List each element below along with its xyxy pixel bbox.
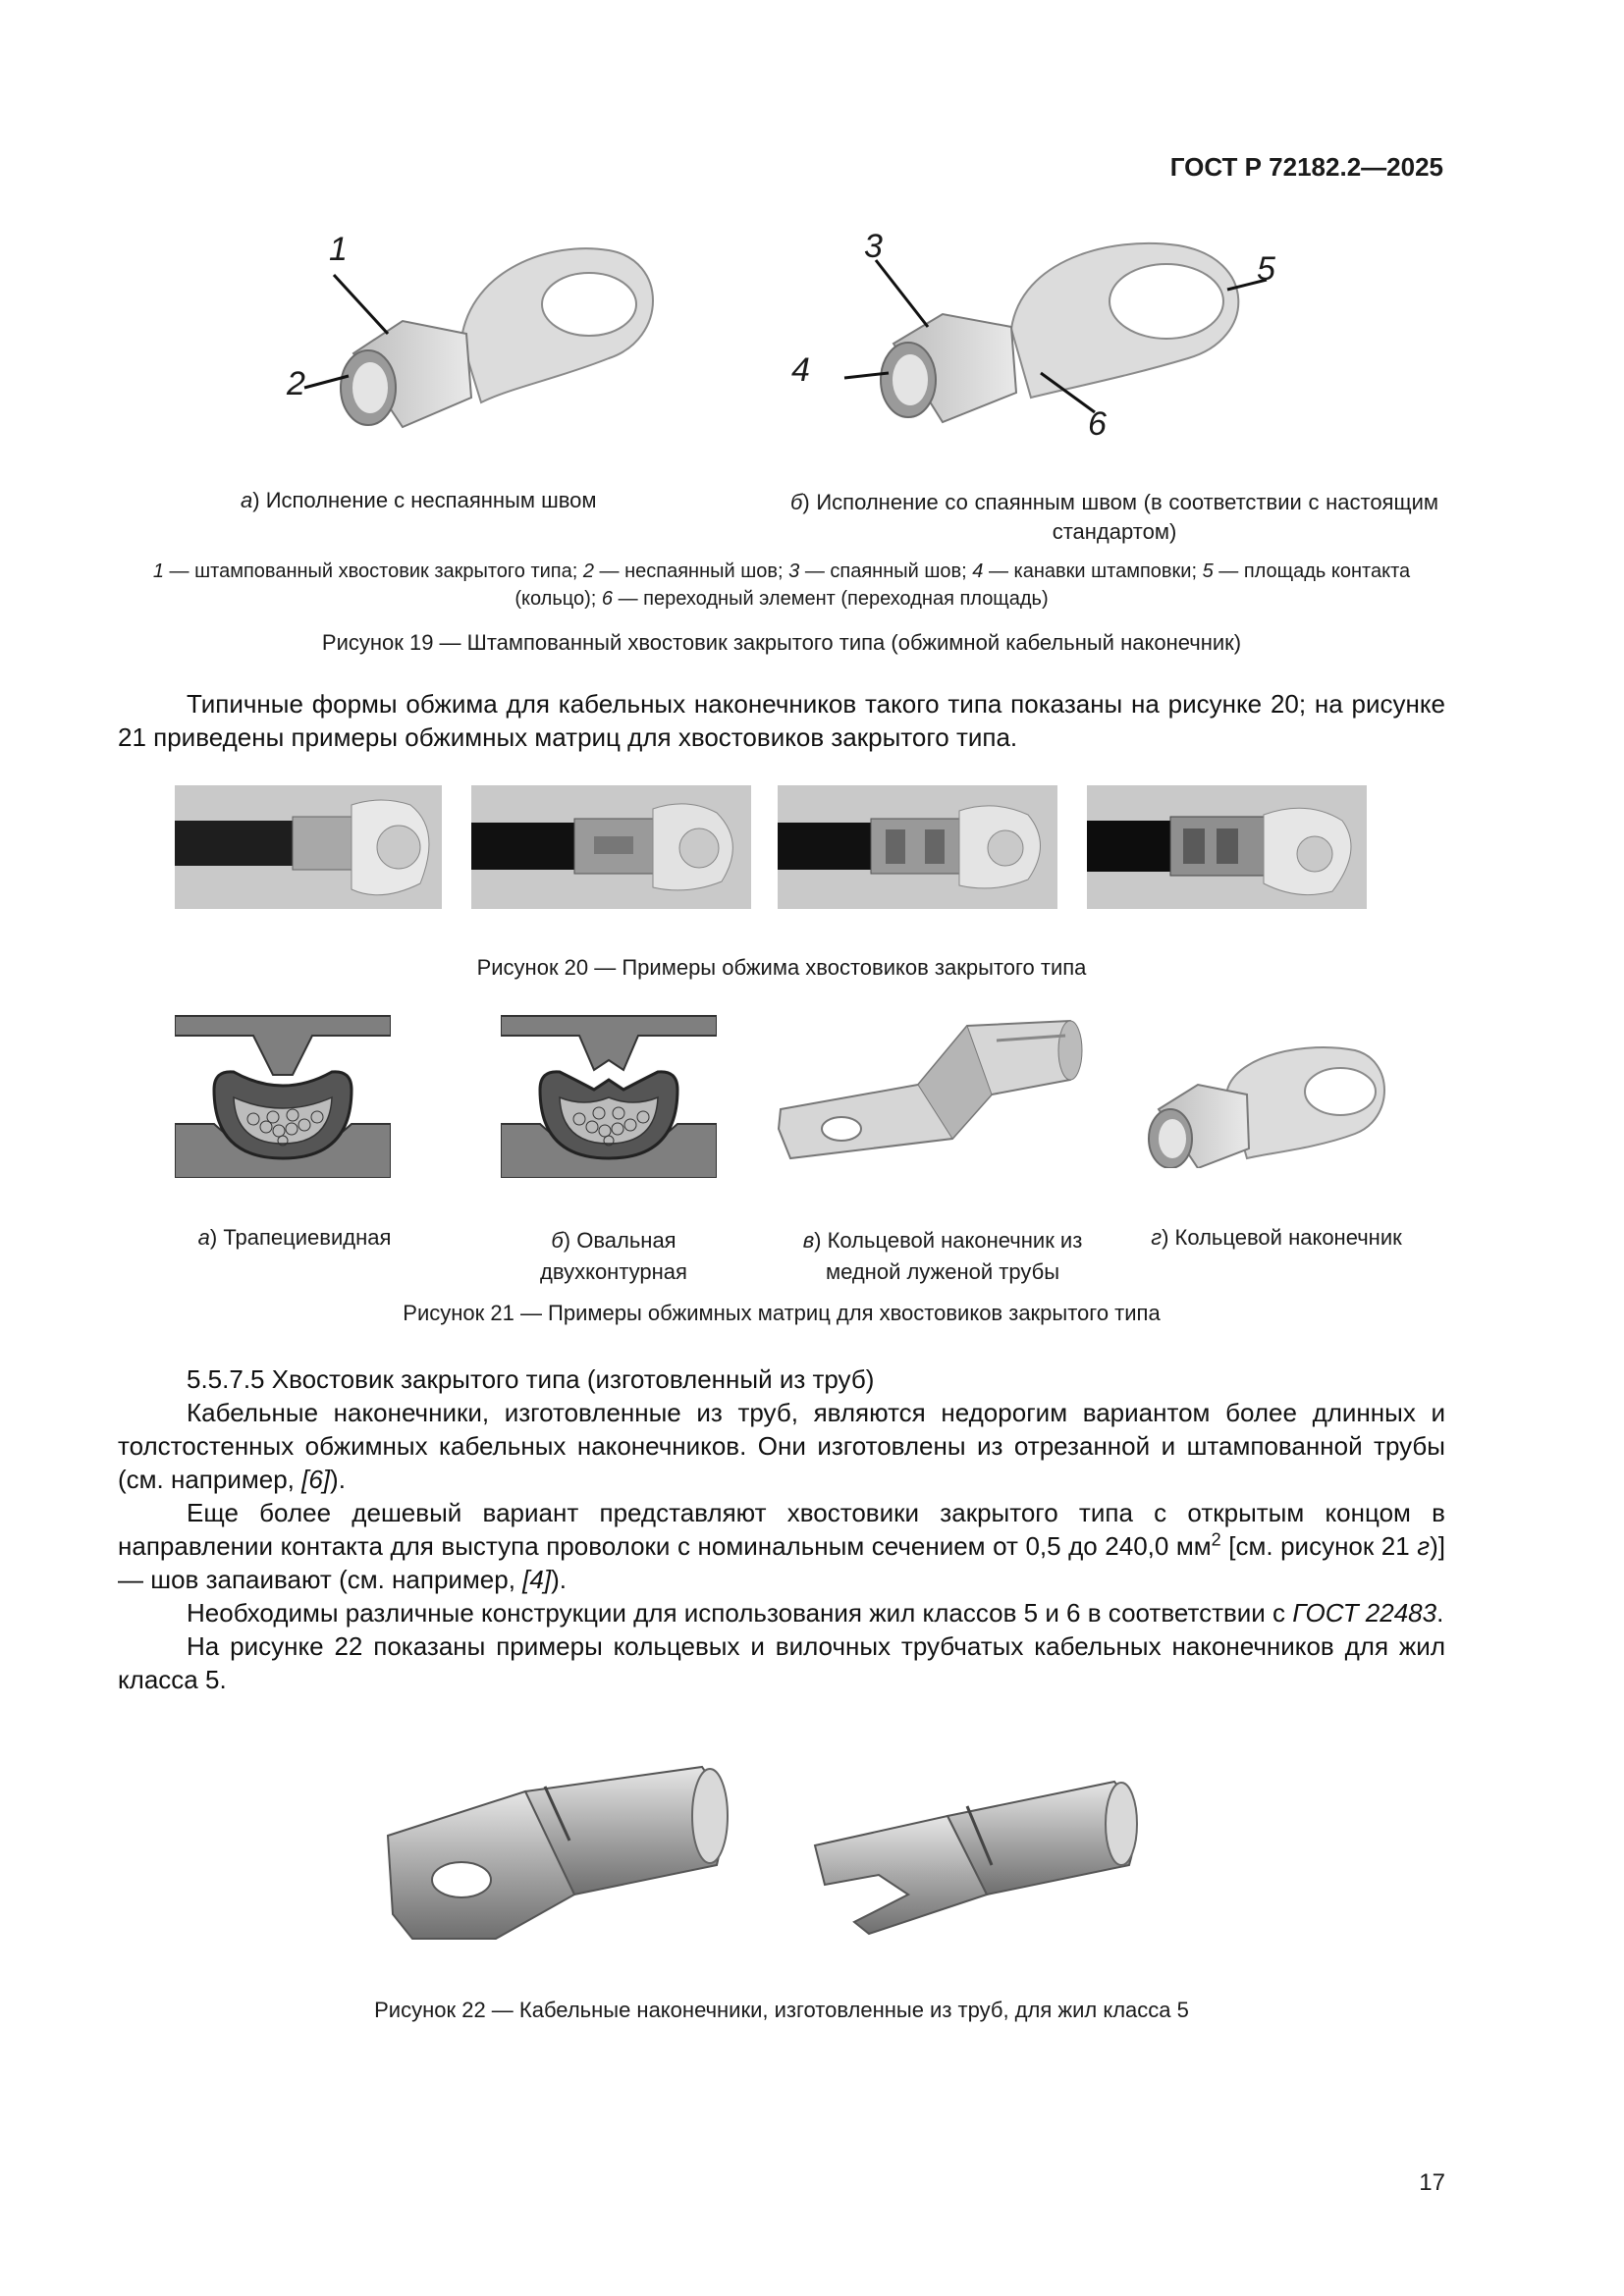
- figure21c-caption: в) Кольцевой наконечник из медной луженой трубы: [802, 1228, 1083, 1284]
- crimp-photo-1: [175, 785, 442, 909]
- figure19-legend: 1 — штампованный хвостовик закрытого типа; 2 — неспаянный шов; 3 — спаянный шов; 4 — канавки штамповки; 5 — площадь контакта (кольцо); 6 — переходный элемент (переходная площадь): [152, 561, 1411, 610]
- callout-1: 1: [329, 231, 348, 268]
- paragraph-intro: Типичные формы обжима для кабельных наконечников такого типа показаны на рисунке 20; на рисунке 21 приведены примеры обжимных матриц для хвостовиков закрытого типа.: [118, 689, 1445, 752]
- page-number: 17: [1419, 2169, 1445, 2196]
- figure22-title: Рисунок 22 — Кабельные наконечники, изготовленные из труб, для жил класса 5: [374, 1998, 1189, 2022]
- figure19b-illustration: [835, 231, 1296, 466]
- figure20-title: Рисунок 20 — Примеры обжима хвостовиков закрытого типа: [476, 955, 1087, 980]
- crimp-photo-2: [471, 785, 751, 909]
- figure21c-illustration: [771, 1011, 1085, 1178]
- section-heading: 5.5.7.5 Хвостовик закрытого типа (изготовленный из труб): [187, 1364, 875, 1394]
- section-paragraph-3: Необходимы различные конструкции для использования жил классов 5 и 6 в соответствии с ГОСТ 22483.: [187, 1598, 1444, 1628]
- document-id: ГОСТ Р 72182.2—2025: [1169, 152, 1443, 182]
- figure21d-illustration: [1139, 1041, 1394, 1168]
- figure19b-caption: б) Исполнение со спаянным швом (в соответствии с настоящим стандартом): [790, 490, 1438, 544]
- figure19-title: Рисунок 19 — Штампованный хвостовик закрытого типа (обжимной кабельный наконечник): [321, 630, 1242, 655]
- section-body: [118, 1362, 1445, 1696]
- crimp-photo-3: [778, 785, 1057, 909]
- figure21-title: Рисунок 21 — Примеры обжимных матриц для хвостовиков закрытого типа: [403, 1301, 1161, 1325]
- callout-3: 3: [864, 228, 883, 265]
- figure19a-caption: а) Исполнение с неспаянным швом: [241, 488, 597, 512]
- callout-6: 6: [1088, 405, 1107, 443]
- callout-4: 4: [791, 351, 810, 389]
- figure21d-caption: г) Кольцевой наконечник: [1151, 1225, 1402, 1250]
- figure21b-illustration: [501, 1011, 717, 1178]
- figure22-fork-lug: [810, 1757, 1164, 1944]
- section-paragraph-1: Кабельные наконечники, изготовленные из труб, являются недорогим вариантом более длинных и толстостенных обжимных кабельных наконечников. Они изготовлены из отрезанной и штампованной трубы (см. например, [6]).: [118, 1398, 1445, 1494]
- section-paragraph-4: На рисунке 22 показаны примеры кольцевых и вилочных трубчатых кабельных наконечников для жил класса 5.: [118, 1631, 1445, 1694]
- figure21a-caption: а) Трапециевидная: [197, 1225, 392, 1250]
- figure22-ring-lug: [378, 1747, 751, 1944]
- callout-2: 2: [287, 365, 305, 402]
- callout-5: 5: [1257, 250, 1275, 288]
- figure21a-illustration: [175, 1011, 391, 1178]
- section-paragraph-2: Еще более дешевый вариант представляют хвостовики закрытого типа с открытым концом в направлении контакта для выступа проволоки с номинальным сечением от 0,5 до 240,0 $мм^2$ [см. рисунок 21 г)] — шов запаивают (см. например, [4]).: [118, 1498, 1445, 1594]
- crimp-photo-4: [1087, 785, 1367, 909]
- figure21b-caption: б) Овальная двухконтурная: [540, 1228, 687, 1284]
